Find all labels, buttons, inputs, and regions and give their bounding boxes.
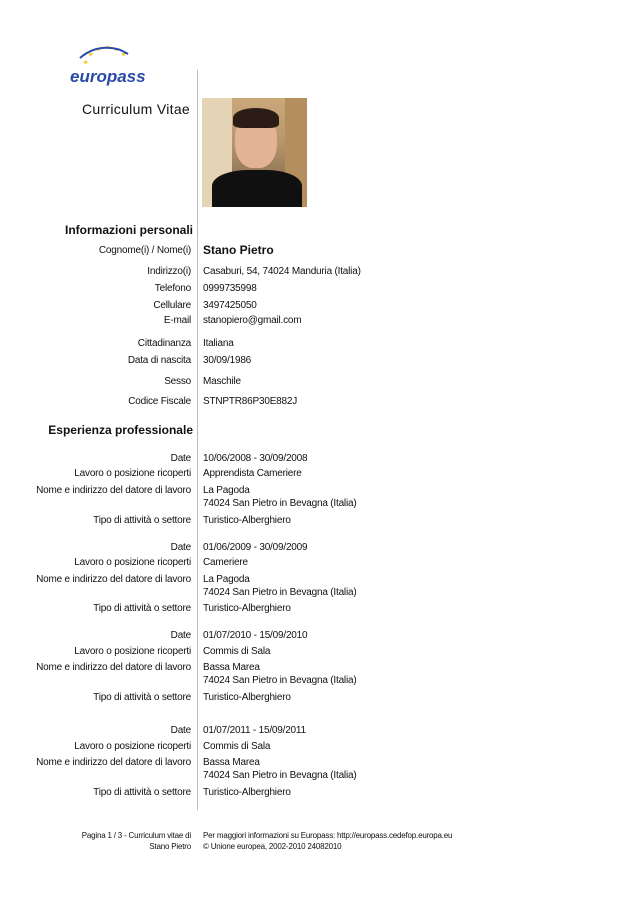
citizenship-label: Cittadinanza: [137, 338, 191, 349]
job-date: 10/06/2008 - 30/09/2008: [203, 453, 308, 464]
job-date: 01/07/2011 - 15/09/2011: [203, 725, 306, 736]
job-role: Commis di Sala: [203, 646, 271, 657]
job-sector: Turistico-Alberghiero: [203, 515, 291, 526]
vertical-divider: [197, 70, 198, 810]
job-sector: Turistico-Alberghiero: [203, 603, 291, 614]
address-value: Casaburi, 54, 74024 Manduria (Italia): [203, 266, 361, 277]
employer-address: 74024 San Pietro in Bevagna (Italia): [203, 675, 357, 686]
footer-page-line: Pagina 1 / 3 - Curriculum vitae di: [81, 831, 191, 840]
name-label: Cognome(i) / Nome(i): [98, 245, 191, 256]
sector-label: Tipo di attività o settore: [93, 515, 191, 526]
sex-value: Maschile: [203, 376, 241, 387]
personal-info-heading: Informazioni personali: [64, 223, 193, 237]
date-label: Date: [170, 542, 191, 553]
logo-text: europass: [70, 67, 146, 86]
sector-label: Tipo di attività o settore: [93, 787, 191, 798]
phone-value: 0999735998: [203, 283, 257, 294]
employer-name: Bassa Marea: [203, 662, 260, 673]
job-employer: [203, 661, 623, 687]
employer-address: 74024 San Pietro in Bevagna (Italia): [203, 770, 357, 781]
employer-label: Nome e indirizzo del datore di lavoro: [36, 485, 191, 496]
job-date: 01/07/2010 - 15/09/2010: [203, 630, 308, 641]
role-label: Lavoro o posizione ricoperti: [74, 646, 191, 657]
mobile-label: Cellulare: [153, 300, 191, 311]
role-label: Lavoro o posizione ricoperti: [74, 557, 191, 568]
job-role: Commis di Sala: [203, 741, 271, 752]
footer-name-line: Stano Pietro: [149, 842, 191, 851]
job-employer: [203, 573, 623, 599]
europass-logo: [66, 42, 146, 90]
employer-label: Nome e indirizzo del datore di lavoro: [36, 574, 191, 585]
job-role: Cameriere: [203, 557, 248, 568]
profile-photo: [202, 98, 307, 207]
birthdate-label: Data di nascita: [127, 355, 191, 366]
birthdate-value: 30/09/1986: [203, 355, 252, 366]
job-employer: [203, 484, 623, 510]
job-sector: Turistico-Alberghiero: [203, 692, 291, 703]
job-employer: [203, 756, 623, 782]
mobile-value: 3497425050: [203, 300, 257, 311]
employer-name: Bassa Marea: [203, 757, 260, 768]
tax-code-value: STNPTR86P30E882J: [203, 396, 298, 407]
employer-name: La Pagoda: [203, 574, 250, 585]
person-name: Stano Pietro: [203, 243, 274, 257]
job-date: 01/06/2009 - 30/09/2009: [203, 542, 308, 553]
citizenship-value: Italiana: [203, 338, 234, 349]
document-title: Curriculum Vitae: [81, 101, 190, 117]
sector-label: Tipo di attività o settore: [93, 603, 191, 614]
experience-heading: Esperienza professionale: [48, 423, 193, 437]
footer-europass-info: [203, 830, 623, 852]
footer-page-info: [0, 830, 191, 852]
role-label: Lavoro o posizione ricoperti: [74, 468, 191, 479]
address-label: Indirizzo(i): [147, 266, 191, 277]
job-sector: Turistico-Alberghiero: [203, 787, 291, 798]
phone-label: Telefono: [154, 283, 191, 294]
email-value: stanopiero@gmail.com: [203, 315, 302, 326]
employer-label: Nome e indirizzo del datore di lavoro: [36, 757, 191, 768]
sex-label: Sesso: [164, 376, 191, 387]
employer-address: 74024 San Pietro in Bevagna (Italia): [203, 587, 357, 598]
role-label: Lavoro o posizione ricoperti: [74, 741, 191, 752]
tax-code-label: Codice Fiscale: [128, 396, 191, 407]
date-label: Date: [170, 725, 191, 736]
employer-name: La Pagoda: [203, 485, 250, 496]
footer-copyright: © Unione europea, 2002-2010 24082010: [203, 842, 342, 851]
sector-label: Tipo di attività o settore: [93, 692, 191, 703]
job-role: Apprendista Cameriere: [203, 468, 302, 479]
footer-info-link[interactable]: Per maggiori informazioni su Europass: http://europass.cedefop.europa.eu: [203, 831, 453, 840]
email-label: E-mail: [163, 315, 191, 326]
employer-label: Nome e indirizzo del datore di lavoro: [36, 662, 191, 673]
employer-address: 74024 San Pietro in Bevagna (Italia): [203, 498, 357, 509]
date-label: Date: [170, 630, 191, 641]
date-label: Date: [170, 453, 191, 464]
